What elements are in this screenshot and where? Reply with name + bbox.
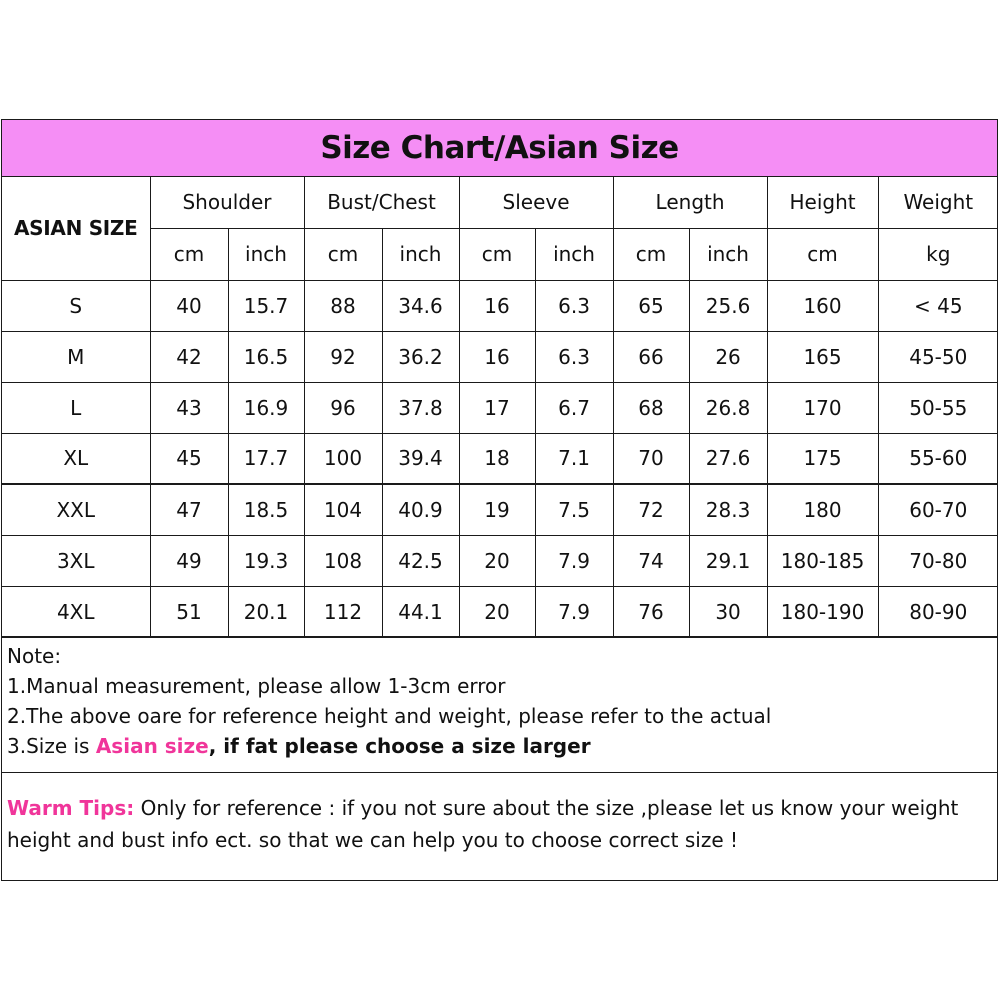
asian-size-highlight: Asian size (95, 734, 209, 758)
table-cell: 96 (304, 382, 382, 433)
table-cell: 20 (459, 586, 535, 637)
table-cell: 26.8 (689, 382, 767, 433)
group-header-shoulder: Shoulder (150, 177, 304, 228)
table-cell: < 45 (878, 280, 998, 331)
table-cell: 6.3 (535, 280, 613, 331)
group-header-weight: Weight (878, 177, 998, 228)
table-cell: 55-60 (878, 433, 998, 484)
table-row (2, 535, 998, 586)
size-table (2, 177, 998, 638)
table-cell: 17.7 (228, 433, 304, 484)
unit-header: kg (878, 228, 998, 280)
unit-header: cm (767, 228, 878, 280)
table-cell: 29.1 (689, 535, 767, 586)
table-row (2, 484, 998, 535)
unit-header: inch (535, 228, 613, 280)
table-cell: 7.5 (535, 484, 613, 535)
table-cell: 180 (767, 484, 878, 535)
table-cell: 37.8 (382, 382, 459, 433)
table-cell: 70-80 (878, 535, 998, 586)
table-row (2, 586, 998, 637)
table-cell: 51 (150, 586, 228, 637)
table-row (2, 280, 998, 331)
table-cell: 49 (150, 535, 228, 586)
table-cell: 170 (767, 382, 878, 433)
table-row (2, 331, 998, 382)
table-row (2, 382, 998, 433)
table-cell: 92 (304, 331, 382, 382)
table-cell: 36.2 (382, 331, 459, 382)
table-cell: 15.7 (228, 280, 304, 331)
table-cell: 108 (304, 535, 382, 586)
table-cell: 70 (613, 433, 689, 484)
table-cell: 60-70 (878, 484, 998, 535)
note-line-3-prefix: 3.Size is (7, 734, 96, 758)
table-cell: 45 (150, 433, 228, 484)
table-cell: 40 (150, 280, 228, 331)
table-cell: 45-50 (878, 331, 998, 382)
table-cell: 100 (304, 433, 382, 484)
unit-header: inch (228, 228, 304, 280)
table-cell: 68 (613, 382, 689, 433)
table-cell: 20 (459, 535, 535, 586)
group-header-height: Height (767, 177, 878, 228)
table-cell: 76 (613, 586, 689, 637)
table-cell: 6.3 (535, 331, 613, 382)
table-cell: 16.9 (228, 382, 304, 433)
warm-tips-text: Only for reference : if you not sure about the size ,please let us know your weight height and bust info ect. so that we can help you to choose correct size ! (7, 796, 959, 852)
size-label: XXL (2, 484, 150, 535)
table-cell: 18 (459, 433, 535, 484)
table-cell: 165 (767, 331, 878, 382)
note-line-3 (7, 731, 997, 761)
table-cell: 34.6 (382, 280, 459, 331)
table-cell: 72 (613, 484, 689, 535)
table-cell: 47 (150, 484, 228, 535)
note-line-2: 2.The above oare for reference height and weight, please refer to the actual (7, 704, 772, 728)
table-cell: 30 (689, 586, 767, 637)
table-cell: 74 (613, 535, 689, 586)
header-row (2, 177, 998, 228)
unit-header: inch (689, 228, 767, 280)
table-cell: 180-185 (767, 535, 878, 586)
table-cell: 66 (613, 331, 689, 382)
table-cell: 18.5 (228, 484, 304, 535)
size-label: 3XL (2, 535, 150, 586)
warm-tips-label: Warm Tips: (7, 796, 135, 820)
table-cell: 39.4 (382, 433, 459, 484)
table-cell: 7.9 (535, 535, 613, 586)
table-cell: 26 (689, 331, 767, 382)
size-label: L (2, 382, 150, 433)
unit-header: cm (150, 228, 228, 280)
note-line-3-suffix: , if fat please choose a size larger (208, 734, 591, 758)
table-cell: 180-190 (767, 586, 878, 637)
table-cell: 7.9 (535, 586, 613, 637)
table-cell: 43 (150, 382, 228, 433)
size-label: XL (2, 433, 150, 484)
table-row (2, 433, 998, 484)
group-header-length: Length (613, 177, 767, 228)
unit-header: inch (382, 228, 459, 280)
table-cell: 17 (459, 382, 535, 433)
size-label: S (2, 280, 150, 331)
group-header-sleeve: Sleeve (459, 177, 613, 228)
table-cell: 104 (304, 484, 382, 535)
table-cell: 16.5 (228, 331, 304, 382)
table-cell: 19.3 (228, 535, 304, 586)
note-block (2, 636, 997, 773)
size-label: 4XL (2, 586, 150, 637)
table-cell: 6.7 (535, 382, 613, 433)
table-cell: 7.1 (535, 433, 613, 484)
table-cell: 44.1 (382, 586, 459, 637)
unit-header: cm (459, 228, 535, 280)
group-header-bust-chest: Bust/Chest (304, 177, 459, 228)
table-cell: 88 (304, 280, 382, 331)
unit-row (2, 228, 998, 280)
note-line-1: 1.Manual measurement, please allow 1-3cm error (7, 674, 506, 698)
table-cell: 65 (613, 280, 689, 331)
unit-header: cm (613, 228, 689, 280)
size-column-header: ASIAN SIZE (2, 177, 150, 280)
table-cell: 25.6 (689, 280, 767, 331)
unit-header: cm (304, 228, 382, 280)
table-cell: 112 (304, 586, 382, 637)
table-cell: 175 (767, 433, 878, 484)
chart-title: Size Chart/Asian Size (2, 120, 997, 177)
table-cell: 16 (459, 331, 535, 382)
table-cell: 19 (459, 484, 535, 535)
table-cell: 50-55 (878, 382, 998, 433)
table-cell: 20.1 (228, 586, 304, 637)
size-chart (1, 119, 998, 881)
warm-tips (2, 788, 997, 856)
table-cell: 27.6 (689, 433, 767, 484)
note-heading: Note: (7, 644, 62, 668)
table-cell: 42.5 (382, 535, 459, 586)
table-cell: 80-90 (878, 586, 998, 637)
table-cell: 160 (767, 280, 878, 331)
table-cell: 40.9 (382, 484, 459, 535)
table-cell: 16 (459, 280, 535, 331)
size-label: M (2, 331, 150, 382)
table-cell: 42 (150, 331, 228, 382)
table-cell: 28.3 (689, 484, 767, 535)
